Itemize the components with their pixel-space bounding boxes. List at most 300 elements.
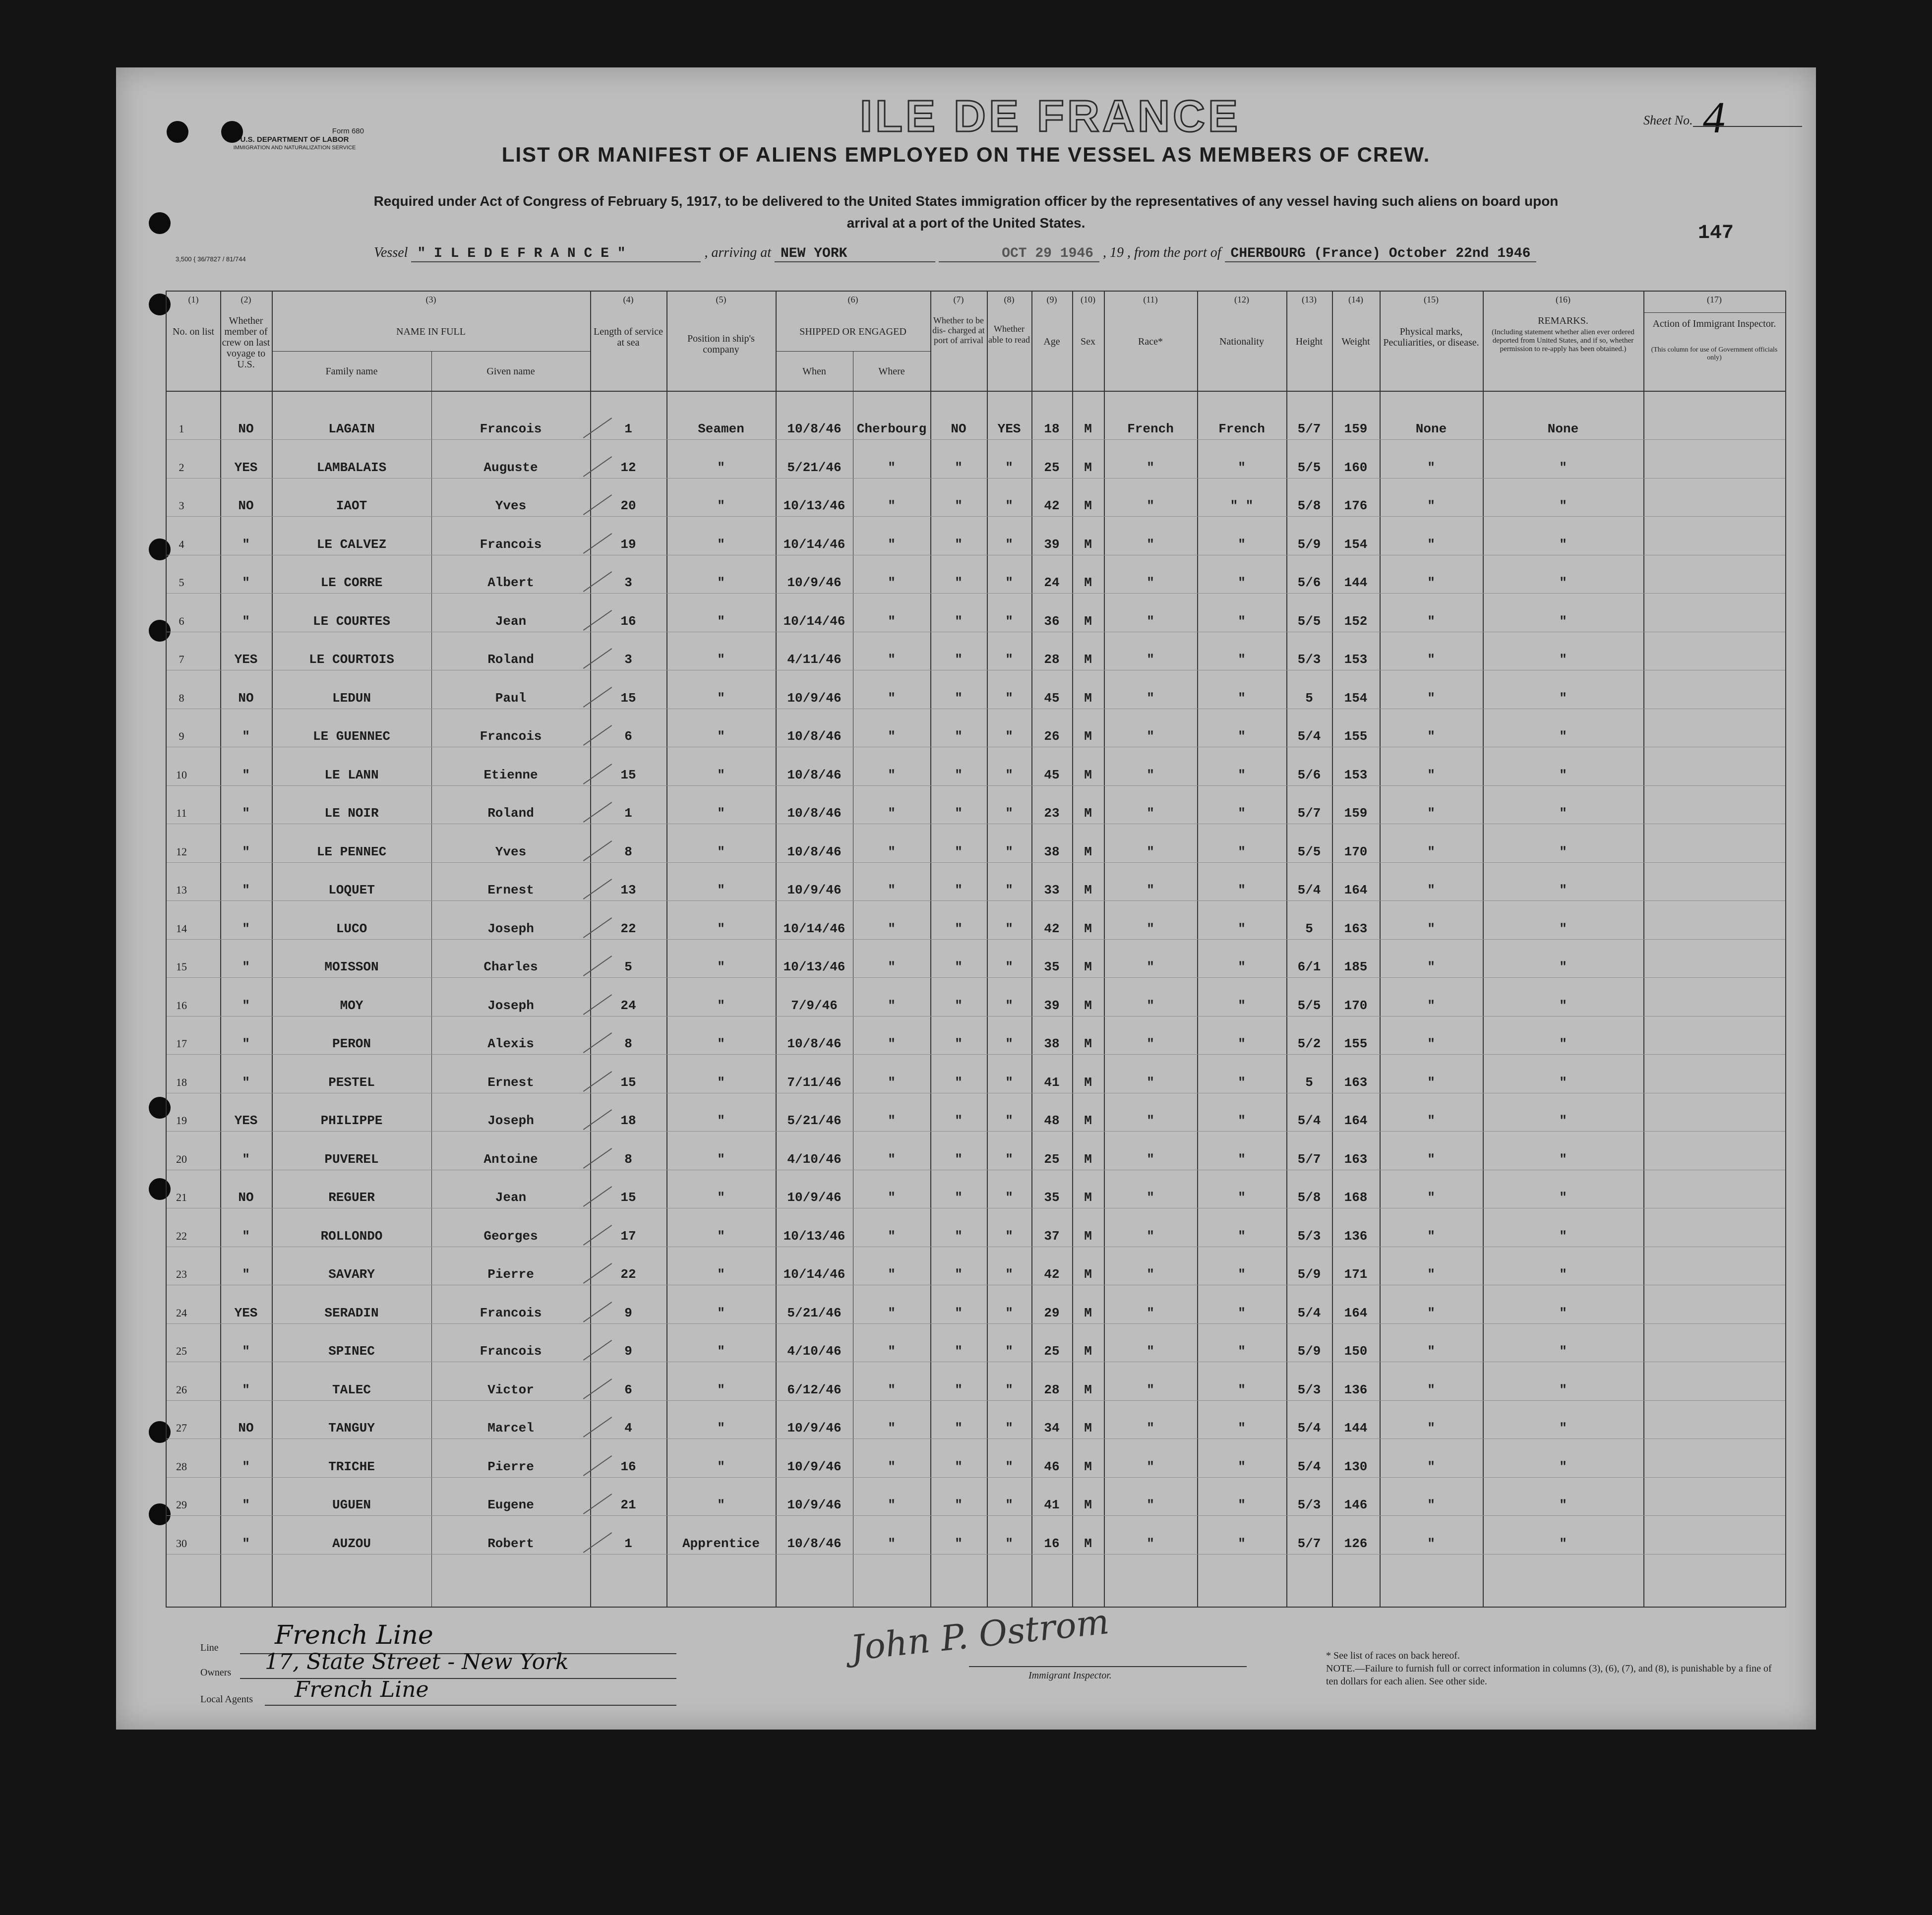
cell-where: " (888, 690, 896, 706)
cell-height: 5/3 (1297, 1497, 1321, 1512)
cell-sex: M (1084, 1036, 1092, 1051)
cell-age: 16 (1044, 1536, 1060, 1551)
cell-crew: YES (234, 460, 258, 475)
cell-weight: 160 (1344, 460, 1368, 475)
cell-when: 10/8/46 (787, 421, 842, 436)
cell-when: 7/9/46 (791, 998, 838, 1013)
cell-when: 5/21/46 (787, 1113, 842, 1128)
cell-age: 38 (1044, 844, 1060, 859)
cell-height: 5 (1305, 1075, 1313, 1090)
cell-nat: " (1238, 729, 1246, 744)
cell-length: 1 (624, 806, 632, 821)
cell-when: 6/12/46 (787, 1382, 842, 1397)
column-rule (1483, 292, 1484, 1607)
cell-remarks: " (1559, 537, 1567, 552)
cell-crew: " (242, 1536, 250, 1551)
cell-height: 5/5 (1297, 998, 1321, 1013)
cell-remarks: " (1559, 1036, 1567, 1051)
row-number: 28 (176, 1460, 187, 1473)
column-header-crew-last-voyage: Whether member of crew on last voyage to U.S. (222, 315, 270, 370)
cell-length: 1 (624, 1536, 632, 1551)
cell-when: 10/8/46 (787, 1036, 842, 1051)
table-row (167, 843, 1785, 863)
cell-crew: NO (238, 421, 254, 436)
cell-family: TANGUY (328, 1421, 375, 1436)
cell-age: 42 (1044, 921, 1060, 936)
cell-sex: M (1084, 1075, 1092, 1090)
cell-weight: 176 (1344, 498, 1368, 513)
print-code: 3,500 { 36/7827 / 81/744 (176, 255, 246, 263)
column-rule (1031, 292, 1032, 1607)
cell-nat: " (1238, 883, 1246, 898)
cell-length: 3 (624, 575, 632, 590)
cell-length: 6 (624, 1382, 632, 1397)
cell-weight: 146 (1344, 1497, 1368, 1512)
cell-family: LOQUET (328, 883, 375, 898)
cell-weight: 163 (1344, 1151, 1368, 1167)
cell-when: 10/8/46 (787, 767, 842, 782)
cell-family: AUZOU (332, 1536, 371, 1551)
cell-disch: " (955, 1344, 963, 1359)
cell-read: " (1005, 1421, 1013, 1436)
cell-length: 21 (620, 1497, 636, 1512)
cell-remarks: " (1559, 1344, 1567, 1359)
cell-age: 48 (1044, 1113, 1060, 1128)
cell-age: 25 (1044, 1151, 1060, 1167)
cell-family: LE GUENNEC (312, 729, 391, 744)
cell-nat: " (1238, 652, 1246, 667)
cell-weight: 154 (1344, 537, 1368, 552)
cell-crew: " (242, 1075, 250, 1090)
cell-disch: " (955, 460, 963, 475)
column-rule (1286, 292, 1287, 1607)
cell-remarks: " (1559, 498, 1567, 513)
cell-age: 41 (1044, 1497, 1060, 1512)
cell-nat: " (1238, 1536, 1246, 1551)
cell-given: Auguste (483, 460, 538, 475)
cell-height: 5/3 (1297, 1382, 1321, 1397)
cell-height: 5/6 (1297, 575, 1321, 590)
cell-disch: " (955, 806, 963, 821)
inspector-signature: John P. Ostrom (848, 1601, 1111, 1669)
cell-nat: " (1238, 537, 1246, 552)
cell-nat: " (1238, 1036, 1246, 1051)
cell-disch: " (955, 1536, 963, 1551)
table-row (167, 536, 1785, 556)
cell-length: 18 (620, 1113, 636, 1128)
column-number: (1) (188, 295, 199, 304)
cell-position: " (717, 1497, 725, 1512)
table-row (167, 613, 1785, 633)
header-rule (1643, 312, 1785, 313)
cell-phys: " (1427, 1536, 1435, 1551)
table-row (167, 651, 1785, 671)
cell-sex: M (1084, 1344, 1092, 1359)
cell-disch: " (955, 1036, 963, 1051)
cell-remarks: " (1559, 806, 1567, 821)
cell-position: " (717, 1151, 725, 1167)
crew-table (166, 291, 1786, 1608)
cell-phys: " (1427, 1344, 1435, 1359)
cell-family: PERON (332, 1036, 371, 1051)
vessel-label: Vessel (374, 245, 408, 260)
cell-phys: " (1427, 921, 1435, 936)
cell-remarks: " (1559, 998, 1567, 1013)
cell-race: " (1147, 575, 1154, 590)
row-number: 17 (176, 1037, 187, 1050)
cell-nat: " (1238, 1267, 1246, 1282)
cell-position: " (717, 959, 725, 974)
cell-position: " (717, 460, 725, 475)
cell-where: " (888, 1190, 896, 1205)
cell-read: " (1005, 883, 1013, 898)
cell-remarks: " (1559, 1075, 1567, 1090)
cell-race: " (1147, 1344, 1154, 1359)
cell-position: " (717, 767, 725, 782)
cell-nat: " (1238, 998, 1246, 1013)
cell-race: " (1147, 1421, 1154, 1436)
row-number: 27 (176, 1422, 187, 1434)
agents-rule (265, 1705, 676, 1706)
cell-where: " (888, 1497, 896, 1512)
cell-when: 4/10/46 (787, 1344, 842, 1359)
cell-position: " (717, 806, 725, 821)
cell-nat: " (1238, 1421, 1246, 1436)
cell-sex: M (1084, 1267, 1092, 1282)
column-rule (272, 292, 273, 1607)
cell-race: " (1147, 652, 1154, 667)
cell-family: LEDUN (332, 690, 371, 706)
cell-read: " (1005, 1151, 1013, 1167)
cell-height: 5/4 (1297, 883, 1321, 898)
cell-read: " (1005, 1497, 1013, 1512)
cell-disch: " (955, 1228, 963, 1244)
cell-family: LAGAIN (328, 421, 375, 436)
table-row (167, 805, 1785, 825)
table-row (167, 920, 1785, 940)
cell-crew: " (242, 844, 250, 859)
cell-weight: 164 (1344, 883, 1368, 898)
cell-sex: M (1084, 690, 1092, 706)
cell-given: Yves (495, 844, 527, 859)
cell-length: 13 (620, 883, 636, 898)
cell-position: " (717, 1305, 725, 1320)
cell-family: SERADIN (324, 1305, 379, 1320)
cell-phys: " (1427, 1075, 1435, 1090)
cell-nat: " (1238, 1228, 1246, 1244)
cell-family: REGUER (328, 1190, 375, 1205)
cell-nat: " (1238, 806, 1246, 821)
cell-age: 28 (1044, 652, 1060, 667)
cell-crew: " (242, 1497, 250, 1512)
cell-phys: " (1427, 537, 1435, 552)
cell-where: " (888, 1151, 896, 1167)
column-header-age: Age (1043, 336, 1060, 347)
cell-crew: " (242, 883, 250, 898)
cell-given: Marcel (487, 1421, 534, 1436)
cell-weight: 163 (1344, 1075, 1368, 1090)
cell-age: 45 (1044, 767, 1060, 782)
cell-given: Etienne (483, 767, 538, 782)
cell-phys: " (1427, 652, 1435, 667)
cell-family: LE COURTOIS (309, 652, 394, 667)
column-header-weight: Weight (1341, 336, 1370, 347)
row-number: 2 (179, 461, 184, 474)
cell-disch: " (955, 844, 963, 859)
cell-family: LE NOIR (324, 806, 379, 821)
column-number: (12) (1234, 295, 1249, 304)
cell-position: " (717, 1459, 725, 1474)
cell-sex: M (1084, 998, 1092, 1013)
row-number: 5 (179, 576, 184, 589)
cell-height: 5/9 (1297, 1344, 1321, 1359)
cell-nat: " (1238, 1075, 1246, 1090)
cell-height: 5/9 (1297, 537, 1321, 552)
cell-family: PHILIPPE (320, 1113, 383, 1128)
cell-read: " (1005, 1305, 1013, 1320)
cell-phys: " (1427, 998, 1435, 1013)
cell-given: Ernest (487, 883, 534, 898)
cell-family: LAMBALAIS (316, 460, 387, 475)
cell-nat: " (1238, 1305, 1246, 1320)
cell-height: 5/4 (1297, 1421, 1321, 1436)
cell-sex: M (1084, 1151, 1092, 1167)
cell-position: " (717, 575, 725, 590)
table-row (167, 1035, 1785, 1055)
cell-height: 5 (1305, 921, 1313, 936)
row-number: 3 (179, 499, 184, 512)
cell-remarks: " (1559, 1497, 1567, 1512)
cell-position: " (717, 652, 725, 667)
cell-sex: M (1084, 921, 1092, 936)
cell-where: " (888, 883, 896, 898)
cell-weight: 153 (1344, 767, 1368, 782)
form-number: Form 680 (332, 127, 364, 135)
cell-nat: " (1238, 1459, 1246, 1474)
cell-height: 5/7 (1297, 1151, 1321, 1167)
column-header-read: Whether able to read (988, 324, 1030, 345)
column-header-shipped: SHIPPED OR ENGAGED (799, 326, 906, 337)
cell-sex: M (1084, 460, 1092, 475)
cell-where: " (888, 1382, 896, 1397)
table-row (167, 997, 1785, 1017)
line-value: French Line (275, 1620, 433, 1650)
manifest-subtitle: Required under Act of Congress of February 5, 1917, to be delivered to the United States immigration officer by the representatives of any vessel having such aliens on board upon arrival at a port of the United States. (373, 193, 1559, 231)
cell-when: 10/13/46 (783, 1228, 845, 1244)
cell-age: 41 (1044, 1075, 1060, 1090)
cell-remarks: " (1559, 690, 1567, 706)
column-header-action-sub: (This column for use of Government officials only) (1651, 346, 1778, 361)
footer-note-block (1326, 1649, 1772, 1688)
cell-given: Francois (480, 421, 542, 436)
cell-remarks: " (1559, 1267, 1567, 1282)
cell-height: 5 (1305, 690, 1313, 706)
column-rule (1104, 292, 1105, 1607)
cell-given: Roland (487, 806, 534, 821)
cell-family: LE CALVEZ (316, 537, 387, 552)
cell-age: 18 (1044, 421, 1060, 436)
cell-given: Ernest (487, 1075, 534, 1090)
cell-race: " (1147, 613, 1154, 629)
cell-given: Yves (495, 498, 527, 513)
cell-weight: 150 (1344, 1344, 1368, 1359)
column-rule (1643, 292, 1644, 1607)
cell-crew: NO (238, 690, 254, 706)
cell-phys: " (1427, 1305, 1435, 1320)
local-agents-value: French Line (295, 1677, 429, 1702)
cell-where: " (888, 806, 896, 821)
cell-crew: " (242, 1036, 250, 1051)
cell-read: " (1005, 1036, 1013, 1051)
cell-phys: " (1427, 959, 1435, 974)
cell-when: 10/8/46 (787, 844, 842, 859)
punch-hole (149, 212, 171, 234)
cell-disch: " (955, 537, 963, 552)
column-header-when: When (802, 366, 826, 377)
cell-read: " (1005, 1267, 1013, 1282)
cell-where: " (888, 844, 896, 859)
table-row (167, 459, 1785, 479)
cell-disch: NO (951, 421, 966, 436)
cell-age: 34 (1044, 1421, 1060, 1436)
cell-read: " (1005, 1382, 1013, 1397)
cell-nat: " (1238, 690, 1246, 706)
cell-crew: " (242, 1151, 250, 1167)
cell-age: 35 (1044, 959, 1060, 974)
cell-family: IAOT (336, 498, 367, 513)
cell-sex: M (1084, 1228, 1092, 1244)
row-number: 20 (176, 1152, 187, 1165)
cell-length: 15 (620, 690, 636, 706)
cell-read: " (1005, 1536, 1013, 1551)
cell-weight: 170 (1344, 844, 1368, 859)
column-header-height: Height (1295, 336, 1323, 347)
cell-family: SPINEC (328, 1344, 375, 1359)
table-row (167, 882, 1785, 901)
cell-position: " (717, 1036, 725, 1051)
cell-height: 5/5 (1297, 844, 1321, 859)
cell-family: UGUEN (332, 1497, 371, 1512)
cell-race: " (1147, 767, 1154, 782)
cell-nat: " (1238, 959, 1246, 974)
cell-length: 20 (620, 498, 636, 513)
column-number: (5) (716, 295, 726, 304)
cell-read: " (1005, 998, 1013, 1013)
cell-disch: " (955, 883, 963, 898)
cell-phys: " (1427, 1459, 1435, 1474)
cell-age: 33 (1044, 883, 1060, 898)
ship-name-stamp: ILE DE FRANCE (860, 92, 1241, 141)
cell-length: 22 (620, 1267, 636, 1282)
column-number: (17) (1707, 295, 1722, 304)
cell-family: MOISSON (324, 959, 379, 974)
cell-nat: " (1238, 1382, 1246, 1397)
column-header-remarks-sub: (Including statement whether alien ever ordered deported from United States, and if so, whether permission to re-apply has been obtained.) (1492, 328, 1634, 353)
cell-disch: " (955, 959, 963, 974)
row-number: 8 (179, 691, 184, 704)
sheet-number-value: 4 (1703, 93, 1725, 142)
column-header-discharged: Whether to be dis- charged at port of arrival (932, 315, 985, 345)
cell-where: " (888, 1305, 896, 1320)
cell-position: " (717, 1075, 725, 1090)
cell-race: " (1147, 959, 1154, 974)
column-header-sex: Sex (1081, 336, 1095, 347)
cell-when: 10/9/46 (787, 1497, 842, 1512)
cell-where: " (888, 1036, 896, 1051)
cell-sex: M (1084, 575, 1092, 590)
cell-age: 46 (1044, 1459, 1060, 1474)
cell-disch: " (955, 652, 963, 667)
cell-remarks: " (1559, 729, 1567, 744)
cell-position: " (717, 690, 725, 706)
cell-given: Robert (487, 1536, 534, 1551)
table-row (167, 958, 1785, 978)
column-header-length: Length of service at sea (594, 326, 663, 348)
cell-phys: " (1427, 690, 1435, 706)
cell-race: " (1147, 806, 1154, 821)
cell-crew: YES (234, 1113, 258, 1128)
cell-family: LE CORRE (320, 575, 383, 590)
cell-race: " (1147, 1536, 1154, 1551)
cell-crew: " (242, 1382, 250, 1397)
cell-where: Cherbourg (856, 421, 927, 436)
arriving-label: , arriving at (704, 245, 771, 260)
cell-family: SAVARY (328, 1267, 375, 1282)
column-header-no: No. on list (173, 326, 214, 337)
cell-height: 5/7 (1297, 1536, 1321, 1551)
cell-remarks: " (1559, 844, 1567, 859)
row-number: 1 (179, 422, 184, 435)
column-header-action: Action of Immigrant Inspector. (1652, 318, 1776, 329)
cell-disch: " (955, 1497, 963, 1512)
cell-phys: " (1427, 575, 1435, 590)
cell-race: " (1147, 998, 1154, 1013)
cell-position: " (717, 1190, 725, 1205)
cell-given: Francois (480, 1305, 542, 1320)
cell-remarks: " (1559, 883, 1567, 898)
cell-weight: 153 (1344, 652, 1368, 667)
column-number: (13) (1302, 295, 1317, 304)
row-number: 29 (176, 1498, 187, 1511)
owners-label: Owners (200, 1667, 232, 1678)
cell-weight: 144 (1344, 1421, 1368, 1436)
table-row (167, 1074, 1785, 1094)
table-row (167, 1343, 1785, 1363)
cell-length: 8 (624, 1036, 632, 1051)
cell-length: 16 (620, 613, 636, 629)
column-number: (3) (425, 295, 436, 304)
column-header-name-in-full: NAME IN FULL (396, 326, 466, 337)
cell-where: " (888, 1228, 896, 1244)
table-row (167, 1112, 1785, 1132)
cell-sex: M (1084, 652, 1092, 667)
cell-given: Pierre (487, 1267, 534, 1282)
cell-length: 1 (624, 421, 632, 436)
cell-race: " (1147, 690, 1154, 706)
cell-length: 12 (620, 460, 636, 475)
cell-crew: NO (238, 1190, 254, 1205)
cell-phys: " (1427, 1151, 1435, 1167)
row-number: 12 (176, 845, 187, 858)
department-name: U.S. DEPARTMENT OF LABOR (240, 135, 349, 144)
cell-where: " (888, 498, 896, 513)
cell-race: " (1147, 537, 1154, 552)
cell-position: " (717, 729, 725, 744)
cell-race: " (1147, 1151, 1154, 1167)
cell-position: " (717, 498, 725, 513)
cell-disch: " (955, 998, 963, 1013)
cell-nat: " (1238, 1344, 1246, 1359)
